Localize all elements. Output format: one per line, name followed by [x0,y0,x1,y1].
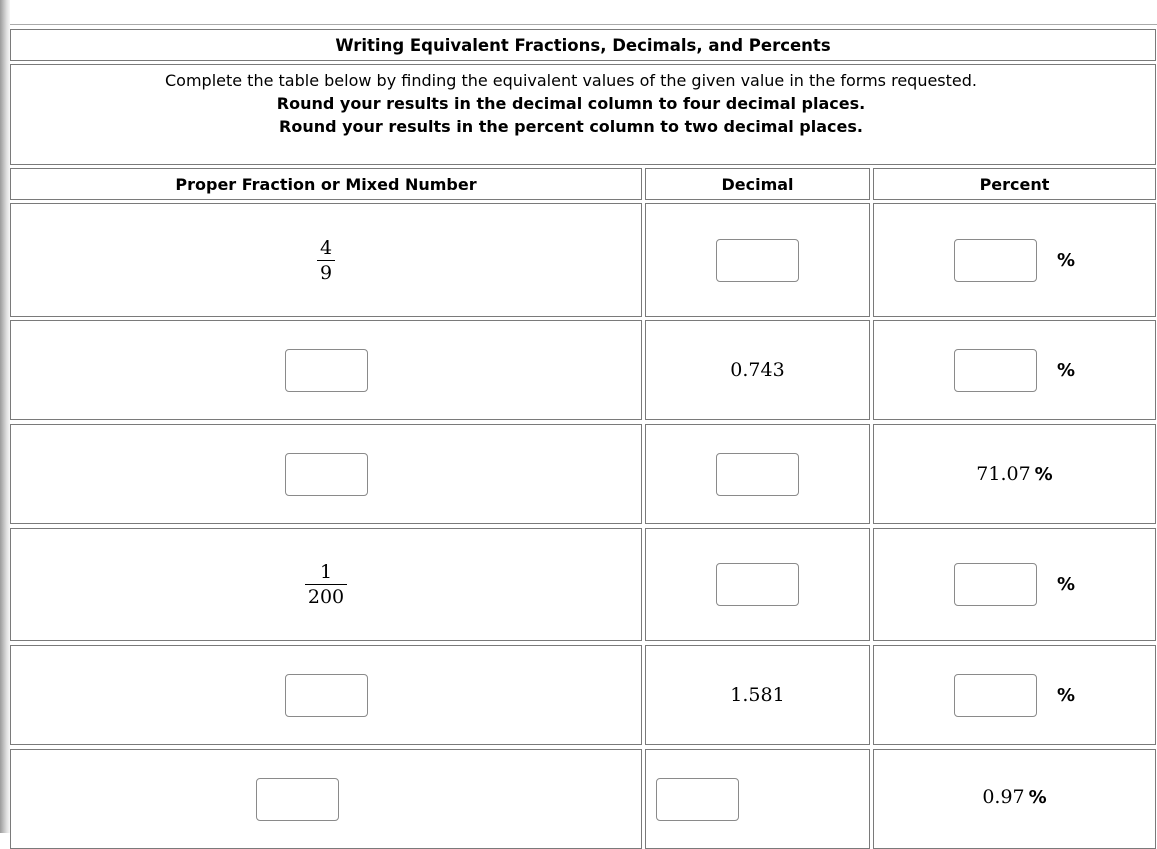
row5-fraction-cell [10,645,642,745]
row3-fraction-cell [10,424,642,524]
percent-rounding-note: Round your results in the percent column to two decimal places. [279,117,863,136]
row3-decimal-input[interactable] [716,453,799,496]
instruction-text: Complete the table below by finding the equivalent values of the given value in the forms requested. [164,71,977,90]
row3-decimal-cell [645,424,870,524]
row6-percent-value: 0.97 [982,786,1025,808]
row6-fraction-cell [10,749,642,849]
percent-sign: % [1056,574,1076,595]
row1-numerator: 4 [319,236,333,259]
instructions-panel [10,64,1156,165]
top-divider [10,24,1157,25]
row2-percent-input[interactable] [954,349,1037,392]
row5-fraction-input[interactable] [285,674,368,717]
row1-decimal-input[interactable] [716,239,799,282]
row2-percent-cell [873,320,1156,420]
row6-decimal-cell [645,749,870,849]
row6-percent-wrap [874,786,1155,808]
row4-decimal-input[interactable] [716,563,799,606]
row1-percent-cell [873,203,1156,317]
row2-fraction-cell [10,320,642,420]
row1-fraction [317,236,335,285]
row4-fraction [305,560,347,609]
header-decimal: Decimal [645,168,870,200]
percent-sign: % [1028,787,1047,808]
percent-sign: % [1056,359,1076,381]
row3-percent-cell [873,424,1156,524]
row5-decimal-value: 1.581 [730,684,785,706]
row1-denominator: 9 [317,260,335,285]
decimal-rounding-note: Round your results in the decimal column to four decimal places. [276,94,866,113]
row6-decimal-input[interactable] [656,778,739,821]
row4-denominator: 200 [305,584,347,609]
row6-fraction-input[interactable] [256,778,339,821]
row4-fraction-cell [10,528,642,641]
row6-percent-cell [873,749,1156,849]
row1-decimal-cell [645,203,870,317]
row2-decimal-cell [645,320,870,420]
row4-decimal-cell [645,528,870,641]
percent-sign: % [1056,249,1076,271]
row4-numerator: 1 [319,561,333,583]
percent-sign: % [1056,684,1076,706]
table-title: Writing Equivalent Fractions, Decimals, and Percents [10,29,1156,61]
header-percent: Percent [873,168,1156,200]
percent-sign: % [1034,463,1053,485]
left-edge-shadow [0,0,10,833]
row3-percent-value: 71.07 [976,463,1031,485]
header-fraction: Proper Fraction or Mixed Number [10,168,642,200]
row4-percent-input[interactable] [954,563,1037,606]
row1-percent-input[interactable] [954,239,1037,282]
row2-fraction-input[interactable] [285,349,368,392]
row2-decimal-value: 0.743 [730,359,785,381]
row4-percent-cell [873,528,1156,641]
row5-percent-cell [873,645,1156,745]
row5-percent-input[interactable] [954,674,1037,717]
row1-fraction-cell [10,203,642,317]
row3-fraction-input[interactable] [285,453,368,496]
row5-decimal-cell [645,645,870,745]
